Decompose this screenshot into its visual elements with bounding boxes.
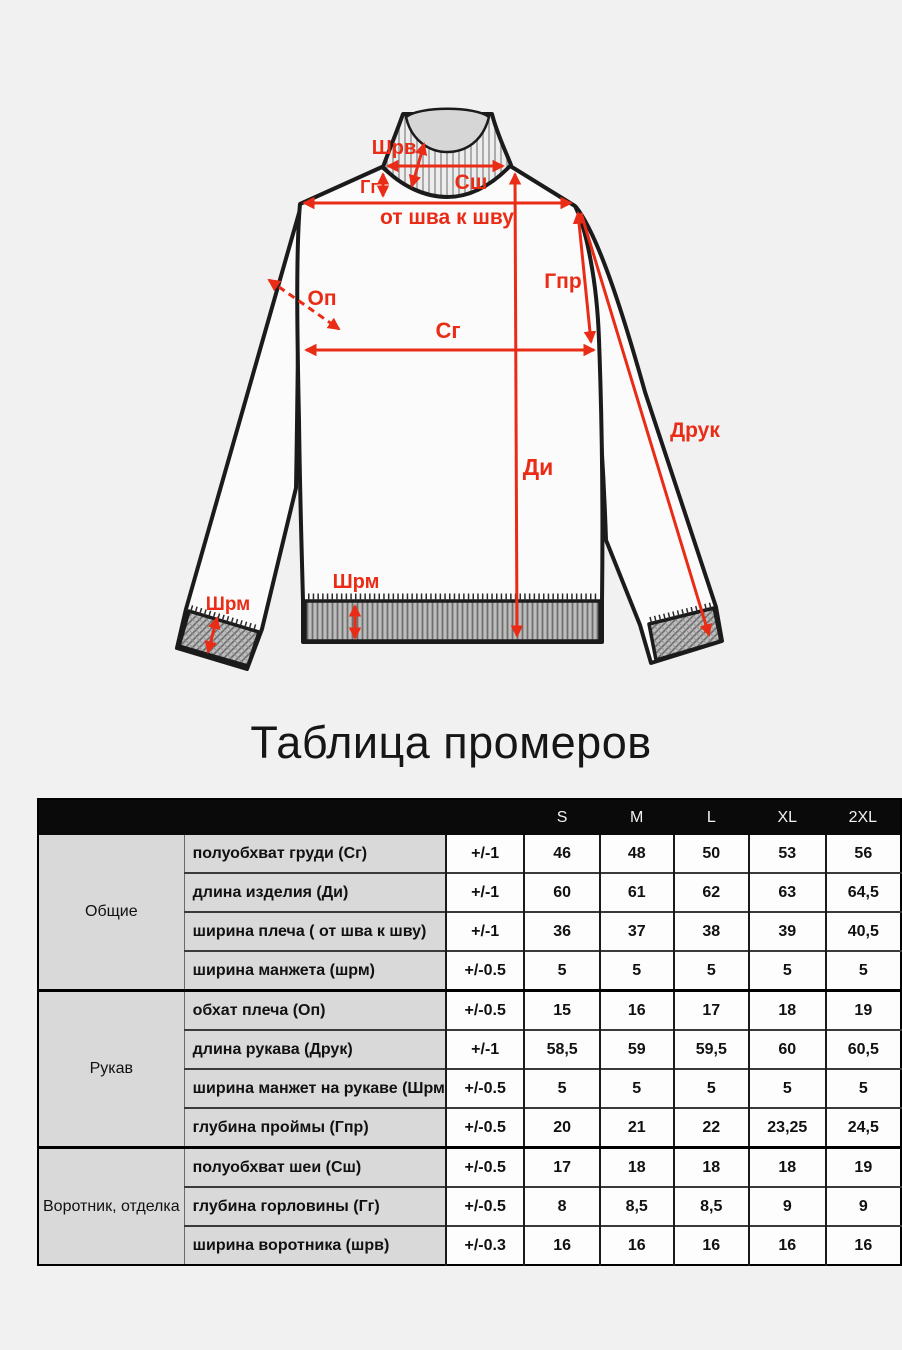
size-value-cell: 5	[749, 951, 826, 991]
size-header-row	[38, 799, 901, 835]
size-value-cell: 16	[600, 991, 674, 1031]
size-value-cell: 60	[749, 1030, 826, 1069]
size-value-cell: 5	[524, 951, 599, 991]
size-value-cell: 63	[749, 873, 826, 912]
size-value-cell: 24,5	[826, 1108, 901, 1148]
size-value-cell: 53	[749, 835, 826, 873]
size-value-cell: 9	[749, 1187, 826, 1226]
tolerance-cell: +/-1	[446, 873, 525, 912]
page-title: Таблица промеров	[250, 717, 652, 768]
tolerance-cell: +/-1	[446, 835, 525, 873]
tolerance-cell: +/-0.5	[446, 951, 525, 991]
size-column-xl: XL	[749, 799, 826, 835]
table-row	[38, 991, 901, 1031]
size-value-cell: 17	[674, 991, 749, 1031]
label-gpr: Гпр	[544, 270, 582, 293]
size-value-cell: 8,5	[600, 1187, 674, 1226]
size-value-cell: 38	[674, 912, 749, 951]
param-label-cell: полуобхват шеи (Сш)	[184, 1148, 446, 1188]
param-label-cell: глубина горловины (Гг)	[184, 1187, 446, 1226]
size-column-m: M	[600, 799, 674, 835]
size-value-cell: 8,5	[674, 1187, 749, 1226]
size-value-cell: 39	[749, 912, 826, 951]
tolerance-cell: +/-0.5	[446, 1187, 525, 1226]
size-value-cell: 18	[749, 1148, 826, 1188]
size-value-cell: 9	[826, 1187, 901, 1226]
param-label-cell: длина изделия (Ди)	[184, 873, 446, 912]
size-value-cell: 60,5	[826, 1030, 901, 1069]
size-value-cell: 56	[826, 835, 901, 873]
size-value-cell: 18	[749, 991, 826, 1031]
size-value-cell: 17	[524, 1148, 599, 1188]
param-label-cell: полуобхват груди (Сг)	[184, 835, 446, 873]
size-value-cell: 5	[524, 1069, 599, 1108]
label-sg: Сг	[435, 318, 461, 343]
size-value-cell: 5	[826, 951, 901, 991]
size-column-s: S	[524, 799, 599, 835]
tolerance-cell: +/-0.3	[446, 1226, 525, 1265]
size-value-cell: 61	[600, 873, 674, 912]
size-value-cell: 5	[674, 1069, 749, 1108]
size-value-cell: 37	[600, 912, 674, 951]
label-di: Ди	[522, 454, 554, 480]
param-label-cell: обхат плеча (Оп)	[184, 991, 446, 1031]
param-label-cell: ширина манжета (шрм)	[184, 951, 446, 991]
size-value-cell: 5	[674, 951, 749, 991]
size-value-cell: 5	[749, 1069, 826, 1108]
size-value-cell: 22	[674, 1108, 749, 1148]
size-value-cell: 21	[600, 1108, 674, 1148]
tolerance-cell: +/-0.5	[446, 991, 525, 1031]
size-value-cell: 36	[524, 912, 599, 951]
label-seam-to-seam: от шва к шву	[380, 206, 514, 229]
size-value-cell: 62	[674, 873, 749, 912]
size-value-cell: 16	[826, 1226, 901, 1265]
arrow-di	[515, 174, 517, 636]
size-value-cell: 5	[600, 1069, 674, 1108]
param-label-cell: ширина воротника (шрв)	[184, 1226, 446, 1265]
size-value-cell: 40,5	[826, 912, 901, 951]
size-value-cell: 8	[524, 1187, 599, 1226]
size-column-l: L	[674, 799, 749, 835]
size-value-cell: 5	[600, 951, 674, 991]
label-shrm-hem: Шрм	[332, 571, 380, 593]
label-druk: Друк	[670, 419, 720, 442]
size-value-cell: 60	[524, 873, 599, 912]
size-value-cell: 48	[600, 835, 674, 873]
group-cell-vorotnik: Воротник, отделка	[38, 1148, 184, 1266]
size-value-cell: 16	[524, 1226, 599, 1265]
param-label-cell: ширина манжет на рукаве (Шрм	[184, 1069, 446, 1108]
label-shrv: Шрв	[371, 137, 417, 159]
tolerance-cell: +/-0.5	[446, 1108, 525, 1148]
hem-ribbing	[305, 601, 600, 641]
tolerance-cell: +/-0.5	[446, 1148, 525, 1188]
header-empty-cell	[38, 799, 524, 835]
label-gg: Гг	[360, 177, 378, 197]
param-label-cell: длина рукава (Друк)	[184, 1030, 446, 1069]
table-row	[38, 1148, 901, 1188]
size-value-cell: 64,5	[826, 873, 901, 912]
size-value-cell: 19	[826, 1148, 901, 1188]
size-value-cell: 59,5	[674, 1030, 749, 1069]
label-op: Оп	[307, 287, 337, 310]
label-ssh: Сш	[454, 171, 488, 194]
tolerance-cell: +/-1	[446, 1030, 525, 1069]
size-column-2xl: 2XL	[826, 799, 901, 835]
param-label-cell: глубина проймы (Гпр)	[184, 1108, 446, 1148]
size-value-cell: 58,5	[524, 1030, 599, 1069]
size-value-cell: 16	[600, 1226, 674, 1265]
label-shrm-cuff: Шрм	[205, 594, 251, 615]
tolerance-cell: +/-1	[446, 912, 525, 951]
size-value-cell: 19	[826, 991, 901, 1031]
size-value-cell: 18	[674, 1148, 749, 1188]
param-label-cell: ширина плеча ( от шва к шву)	[184, 912, 446, 951]
size-value-cell: 18	[600, 1148, 674, 1188]
size-value-cell: 5	[826, 1069, 901, 1108]
group-cell-rukav: Рукав	[38, 991, 184, 1148]
size-value-cell: 50	[674, 835, 749, 873]
measurements-table	[37, 798, 902, 1266]
size-value-cell: 23,25	[749, 1108, 826, 1148]
table-row	[38, 835, 901, 873]
group-cell-obshchie: Общие	[38, 835, 184, 991]
tolerance-cell: +/-0.5	[446, 1069, 525, 1108]
size-value-cell: 59	[600, 1030, 674, 1069]
size-value-cell: 16	[674, 1226, 749, 1265]
size-value-cell: 46	[524, 835, 599, 873]
size-value-cell: 20	[524, 1108, 599, 1148]
size-value-cell: 16	[749, 1226, 826, 1265]
size-value-cell: 15	[524, 991, 599, 1031]
